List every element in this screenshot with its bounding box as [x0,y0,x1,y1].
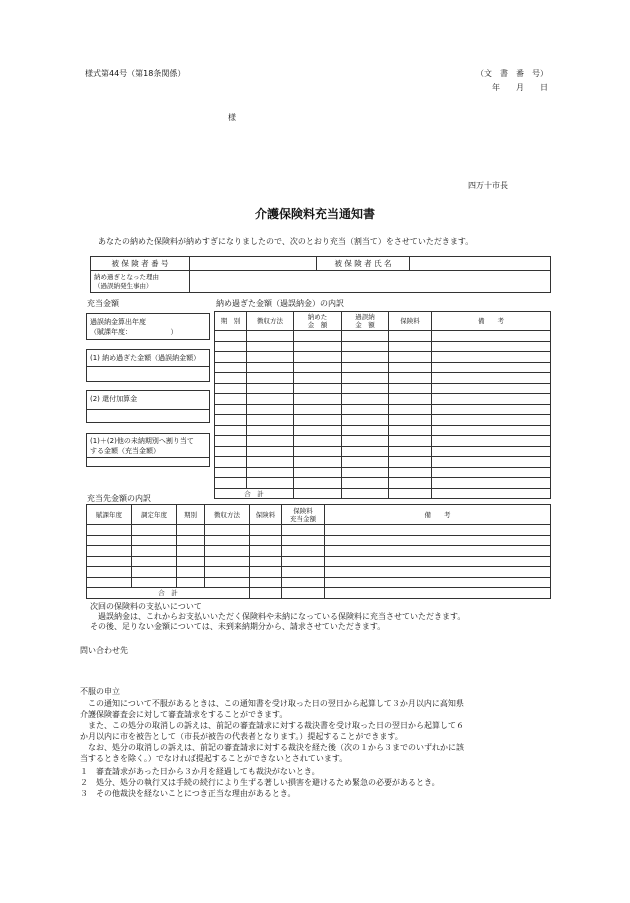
overpayment-cell [342,446,389,457]
destination-cell [325,567,551,578]
destination-total-cell [282,588,325,599]
overpayment-cell [294,362,342,373]
destination-cell [177,567,205,578]
overpaid-amount-label: (1) 納め過ぎた金額（過誤納金額） [90,354,201,362]
overpayment-cell [389,415,432,426]
overpayment-cell [389,467,432,478]
insured-info-table [90,256,551,293]
table-row [215,404,551,415]
overpayment-cell [215,341,247,352]
table-row [215,394,551,405]
addressee-honorific: 様 [228,113,236,122]
overpayment-cell [215,478,247,489]
appeal-p3b: 当するときを除く。）でなければ提起することができないとされています。 [80,754,348,763]
destination-total-cell [325,588,551,599]
table-row [215,425,551,436]
overpayment-cell [342,394,389,405]
overpayment-cell [294,404,342,415]
overpayment-total-label: 合 計 [215,488,294,499]
destination-cell [250,577,282,588]
overpayment-cell [432,373,551,384]
table-row [87,556,551,567]
table-row [215,415,551,426]
issue-date: 年 月 日 [492,83,548,92]
overpayment-cell [342,436,389,447]
destination-header: 備 考 [325,505,551,525]
overpayment-cell [389,331,432,342]
reason-value [190,271,551,293]
insured-name-label: 被 保 険 者 氏 名 [317,257,410,271]
overpayment-cell [294,478,342,489]
overpayment-cell [389,352,432,363]
destination-cell [87,556,132,567]
overpayment-cell [247,394,294,405]
overpayment-header: 徴収方法 [247,312,294,331]
overpayment-cell [215,331,247,342]
table-row [215,383,551,394]
appropriation-amount-heading: 充当金額 [87,299,119,308]
overpayment-cell [389,436,432,447]
destination-cell [325,525,551,536]
destination-cell [325,546,551,557]
destination-cell [177,556,205,567]
destination-header: 保険料 [250,505,282,525]
overpayment-cell [247,331,294,342]
contact-label: 問い合わせ先 [80,646,128,655]
destination-cell [282,577,325,588]
table-row [215,478,551,489]
intro-text: あなたの納めた保険料が納めすぎになりましたので、次のとおり充当（割当て）をさせていただきます。 [98,237,474,246]
overpayment-cell [215,457,247,468]
overpayment-cell [342,415,389,426]
overpayment-total-cell [294,488,342,499]
destination-cell [282,525,325,536]
appropriated-amount-label1: (1)＋(2)他の未納期別へ割り当て [90,437,194,445]
destination-cell [87,525,132,536]
destination-cell [132,556,177,567]
insured-name-value [410,257,551,271]
overpayment-header: 保険料 [389,312,432,331]
overpayment-cell [247,478,294,489]
overpayment-cell [294,373,342,384]
table-row [215,341,551,352]
calc-year-box [86,313,210,340]
table-row [87,525,551,536]
destination-cell [205,577,250,588]
overpayment-cell [247,352,294,363]
appropriation-destination-table [86,504,551,599]
overpayment-cell [215,352,247,363]
overpayment-cell [342,362,389,373]
form-number: 様式第44号（第18条関係） [85,69,186,78]
overpayment-cell [432,436,551,447]
overpayment-cell [215,404,247,415]
overpayment-cell [294,415,342,426]
overpayment-cell [342,352,389,363]
destination-cell [205,535,250,546]
refund-addition-box [86,390,210,423]
appeal-title: 不服の申立 [80,687,120,696]
overpayment-cell [389,373,432,384]
destination-cell [132,546,177,557]
appeal-p1a: この通知について不服があるときは、この通知書を受け取った日の翌日から起算して３か月以内に高知県 [88,699,464,708]
destination-cell [282,556,325,567]
overpayment-cell [389,404,432,415]
appeal-item3: ３ その他裁決を経ないことにつき正当な理由があるとき。 [80,789,296,798]
appeal-p2b: か月以内に市を被告として（市長が被告の代表者となります。）提起することができます。 [80,732,403,741]
next-payment-line2: その後、足りない金額については、未到来納期分から、請求させていただきます。 [90,622,386,631]
overpayment-cell [342,478,389,489]
appropriated-amount-label2: する金額（充当金額） [90,447,160,455]
appeal-p3a: なお、処分の取消しの訴えは、前記の審査請求に対する裁決を経た後（次の１から３までのいずれかに該 [88,743,464,752]
destination-cell [250,535,282,546]
overpayment-total-cell [342,488,389,499]
destination-cell [132,525,177,536]
destination-cell [177,525,205,536]
destination-cell [205,546,250,557]
overpayment-cell [342,404,389,415]
reason-label-line1: 納め過ぎとなった理由 [94,272,159,281]
overpayment-cell [389,478,432,489]
overpayment-cell [247,425,294,436]
overpayment-cell [432,394,551,405]
overpayment-cell [389,425,432,436]
overpayment-cell [432,331,551,342]
overpayment-cell [389,457,432,468]
destination-cell [177,535,205,546]
destination-header: 調定年度 [132,505,177,525]
reason-label [91,271,190,293]
overpayment-cell [247,404,294,415]
overpayment-cell [215,373,247,384]
table-row [215,352,551,363]
destination-cell [325,556,551,567]
destination-cell [132,577,177,588]
destination-header: 期別 [177,505,205,525]
insured-number-label: 被 保 険 者 番 号 [91,257,190,271]
destination-cell [282,567,325,578]
overpayment-header: 期 別 [215,312,247,331]
destination-cell [282,546,325,557]
overpayment-cell [215,446,247,457]
overpayment-cell [432,446,551,457]
overpayment-cell [389,446,432,457]
overpayment-cell [215,436,247,447]
appeal-item2: ２ 処分、処分の執行又は手続の続行により生ずる著しい損害を避けるため緊急の必要があるとき。 [80,778,440,787]
destination-cell [250,567,282,578]
overpayment-cell [389,362,432,373]
destination-cell [325,535,551,546]
appropriation-destination-heading: 充当先金額の内訳 [87,494,151,503]
overpayment-cell [247,362,294,373]
overpayment-cell [247,457,294,468]
reason-label-line2: （過誤納発生事由） [94,281,153,290]
calc-year-label: 過誤納金算出年度 [90,318,146,326]
overpayment-cell [432,362,551,373]
destination-cell [250,546,282,557]
table-row [87,577,551,588]
destination-cell [250,525,282,536]
table-row [87,546,551,557]
overpayment-cell [342,425,389,436]
overpayment-cell [215,415,247,426]
table-row [87,567,551,578]
destination-total-label: 合 計 [87,588,250,599]
overpayment-cell [247,383,294,394]
destination-cell [205,567,250,578]
overpayment-cell [215,425,247,436]
table-row [215,457,551,468]
overpayment-cell [342,373,389,384]
destination-cell [325,577,551,588]
overpayment-cell [432,415,551,426]
destination-total-cell [250,588,282,599]
destination-cell [132,535,177,546]
overpayment-cell [294,467,342,478]
overpayment-total-cell [432,488,551,499]
overpayment-header: 過誤納 金 額 [342,312,389,331]
destination-cell [87,546,132,557]
overpayment-cell [294,457,342,468]
destination-cell [132,567,177,578]
overpayment-cell [389,383,432,394]
overpayment-cell [432,352,551,363]
table-row [215,436,551,447]
table-row [215,467,551,478]
destination-cell [87,577,132,588]
overpayment-header: 備 考 [432,312,551,331]
next-payment-title: 次回の保険料の支払いについて [90,602,202,611]
next-payment-line1: 過誤納金は、これからお支払いいただく保険料や未納になっている保険料に充当させていただきます。 [98,612,466,621]
destination-cell [177,546,205,557]
overpayment-cell [215,394,247,405]
overpayment-cell [247,446,294,457]
destination-cell [87,535,132,546]
table-row [215,331,551,342]
overpayment-cell [432,467,551,478]
overpayment-cell [389,394,432,405]
document-number: （文 書 番 号） [476,69,548,78]
destination-cell [205,525,250,536]
overpayment-cell [294,352,342,363]
overpayment-cell [247,467,294,478]
page-title: 介護保険料充当通知書 [254,207,375,221]
overpayment-cell [247,415,294,426]
destination-cell [250,556,282,567]
refund-addition-label: (2) 還付加算金 [90,395,138,403]
overpayment-header: 納めた 金 額 [294,312,342,331]
overpayment-cell [294,394,342,405]
appeal-p2a: また、この処分の取消しの訴えは、前記の審査請求に対する裁決書を受け取った日の翌日から起算して６ [88,721,464,730]
appeal-p1b: 介護保険審査会に対して審査請求をすることができます。 [80,710,288,719]
overpayment-cell [342,331,389,342]
appeal-item1: １ 審査請求があった日から３か月を経過しても裁決がないとき。 [80,767,320,776]
overpayment-breakdown-table [214,311,551,499]
appropriated-amount-box [86,433,210,467]
insured-number-value [190,257,317,271]
destination-cell [177,577,205,588]
destination-cell [205,556,250,567]
overpayment-cell [294,331,342,342]
overpayment-cell [432,478,551,489]
table-row [215,362,551,373]
destination-header: 徴収方法 [205,505,250,525]
destination-header: 賦課年度 [87,505,132,525]
overpayment-cell [247,373,294,384]
destination-header: 保険料 充当金額 [282,505,325,525]
overpayment-cell [432,457,551,468]
overpayment-cell [294,383,342,394]
overpayment-cell [432,404,551,415]
destination-cell [282,535,325,546]
overpayment-cell [294,341,342,352]
overpaid-amount-box [86,349,210,382]
overpayment-breakdown-heading: 納め過ぎた金額（過誤納金）の内訳 [216,299,344,308]
overpayment-cell [247,341,294,352]
destination-cell [87,567,132,578]
overpayment-cell [294,436,342,447]
overpayment-cell [342,341,389,352]
overpayment-cell [215,362,247,373]
overpayment-cell [215,467,247,478]
overpayment-cell [294,446,342,457]
overpayment-cell [389,341,432,352]
overpayment-total-cell [389,488,432,499]
table-row [87,535,551,546]
table-row [215,373,551,384]
overpayment-cell [432,383,551,394]
overpayment-cell [342,457,389,468]
table-row [215,446,551,457]
overpayment-cell [342,383,389,394]
overpayment-cell [247,436,294,447]
overpayment-cell [432,341,551,352]
overpayment-cell [294,425,342,436]
sender-name: 四万十市長 [468,181,508,190]
levy-year-label: （賦課年度： ） [90,328,178,336]
overpayment-cell [342,467,389,478]
overpayment-cell [215,383,247,394]
overpayment-cell [432,425,551,436]
